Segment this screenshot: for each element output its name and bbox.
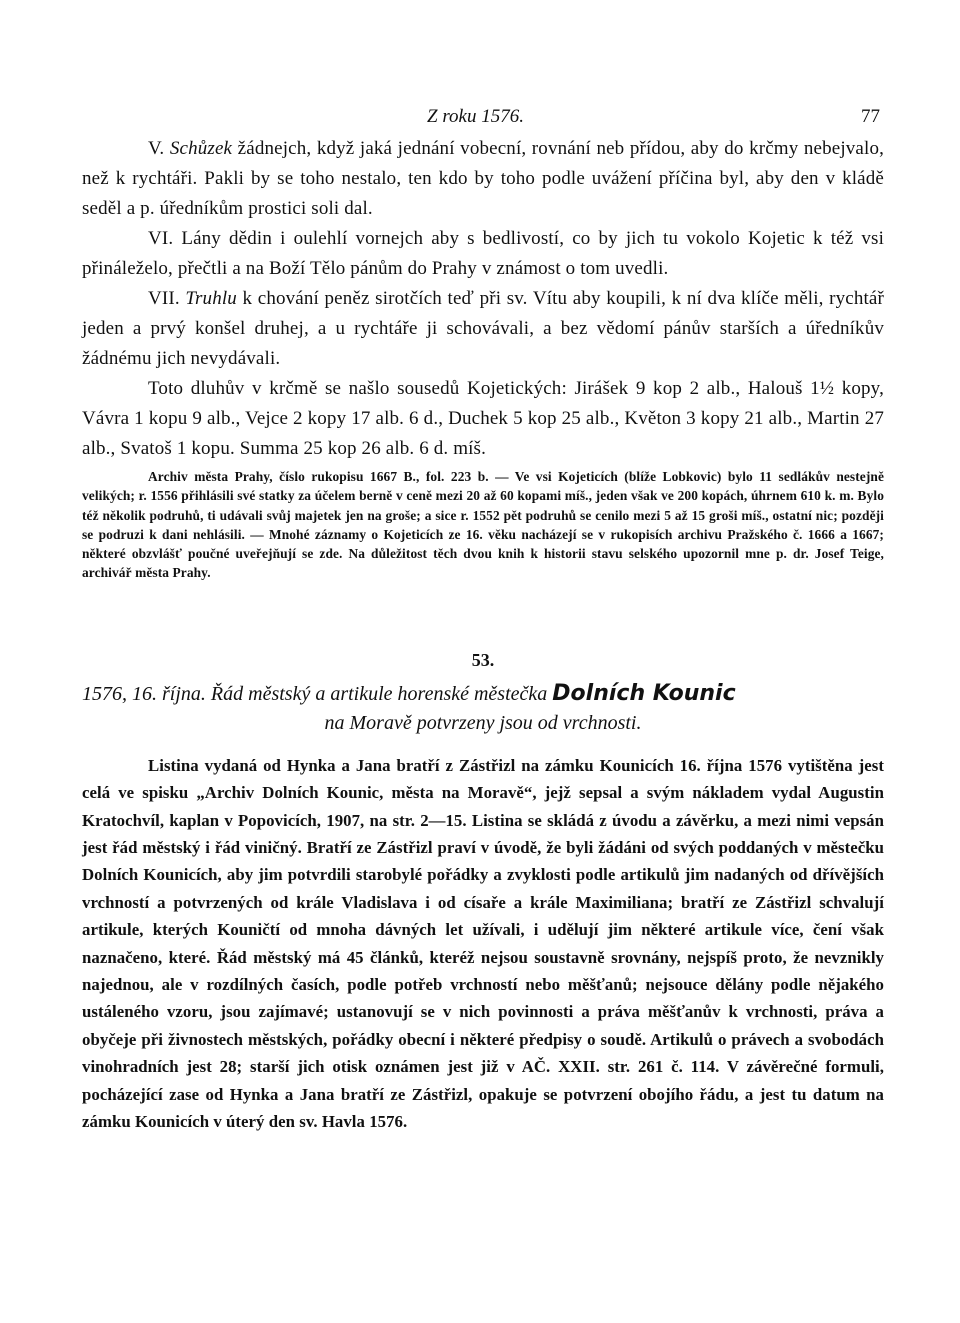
section-vii-number: VII. [148,288,180,309]
document-place-name: Dolních Kounic [552,680,736,706]
regest-paragraph: Listina vydaná od Hynka a Jana bratří z Zástřizl na zámku Kounicích 16. října 1576 vytištěna jest celá ve spisku „Archiv Dolních Kounic, města na Moravě“, jejž sepsal a svým nákladem vydal Augustin Kratochvíl, kaplan v Popovicích, 1907, na str. 2—15. Listina se skládá z úvodu a závěrku, a mezi nimi vepsán jest řád městský i řád viničný. Bratří ze Zástřizl praví v úvodě, že byli žádáni od svých poddaných v městečku Dolních Kounicích, aby jim potvrdili starobylé pořádky a zvyklosti podle artikulů jim nadaných od dřívějších vrchností a potvrzených od krále Vladislava i od císaře a krále Maximiliana; bratří ze Zástřizl schvalují artikule, kterých Kouničtí od mnoha dávných let užívali, i udělují jim některé artikule více, čení však naznačeno, které. Řád městský má 45 článků, kteréž nejsou soustavně srovnány, nejspíš proto, že nevznikly najednou, ale v rozdílných časích, podle potřeb vrchností nebo měšťanů; nejsouce dělány podle nějakého ustáleného vzoru, jsou zajímavé; ustanovují se v nich povinnosti a práva měšťanův k vrchnosti, práva a obyčeje při živnostech městských, pořádky obecní i některé předpisy o soudě. Artikulů o právech a svobodách vinohradních jest 28; starší jich otisk oznámen jest již v AČ. XXII. str. 261 č. 114. V závěrečné formuli, pocházející zase od Hynka a Jana bratří ze Zástřizl, opakuje se potvrzení obojího řádu, a jest tu datum na zámku Kounicích v úterý den sv. Havla 1576. [82,755,884,1132]
running-head [82,100,884,134]
paragraph-section-vi: VI. Lány dědin i oulehlí vornejch aby s bedlivostí, co by jich tu vokolo Kojetic k též vsi přináleželo, přečtli a na Boží Tělo pánům do Prahy v známost o tom uvedli. [82,228,884,279]
document-heading-line1 [82,679,884,709]
document-heading [82,679,884,738]
document-page [82,100,884,1135]
section-vii-keyword: Truhlu [185,288,237,309]
running-title: Z roku 1576. [427,106,524,127]
paragraph-debts: Toto dluhův v krčmě se našlo sousedů Kojetických: Jirášek 9 kop 2 alb., Halouš 1½ kopy, Vávra 1 kopu 9 alb., Vejce 2 kopy 17 alb. 6 d., Duchek 5 kop 25 alb., Květon 3 kopy 21 alb., Martin 27 alb., Svatoš 1 kopu. Summa 25 kop 26 alb. 6 d. míš. [82,378,884,459]
document-date: 1576, 16. října. [82,682,206,705]
section-v-number: V. [148,138,165,159]
document-number: 53. [471,649,495,670]
paragraph-section-v [82,134,884,224]
page-number: 77 [861,106,880,127]
section-vii-text: k chování peněz sirotčích teď při sv. Vítu aby koupili, k ní dva klíče měli, rychtář jeden a prvý konšel druhej, a u rychtáře ji schovávali, a bez vědomí pánův starších a úředníkův žádnému jich nevydávali. [82,288,884,369]
archive-footnote: Archiv města Prahy, číslo rukopisu 1667 B., fol. 223 b. — Ve vsi Kojeticích (blíže Lobkovic) bylo 11 sedlákův nestejně velikých; r. 1556 přihlásili své statky za účelem berně v ceně mezi 20 až 60 kopami míš., jeden však ve 200 kopách, úhrnem 610 k. m. Bylo též několik podruhů, ti udávali svůj majetek jen na groše; a sice r. 1552 pět podruhů se cenilo mezi 5 až 15 groši míš., ostatní nic; později se podruzi k dani nehlásili. — Mnohé záznamy o Kojeticích ze 16. věku nacházejí se v rukopisích archivu Pražského č. 1666 a 1667; některé obzvlášť poučné uveřejňují se zde. Na důležitost těch dvou knih k historii stavu selského upozornil mne p. dr. Josef Teige, archivář města Prahy. [82,469,884,581]
section-v-keyword: Schůzek [169,138,233,159]
document-title-part1: Řád městský a artikule horenské městečka [205,682,553,705]
section-v-text: žádnejch, když jaká jednání vobecní, rovnání neb přídou, aby do krčmy nebejvalo, než k rychtáři. Pakli by se toho nestalo, ten kdo by toho podle uvážení příčina byl, aby den v kládě seděl a p. úředníkům prostici soli dal. [82,138,884,219]
paragraph-section-vii [82,284,884,374]
document-title-part2: na Moravě potvrzeny jsou od vrchnosti. [324,711,642,734]
